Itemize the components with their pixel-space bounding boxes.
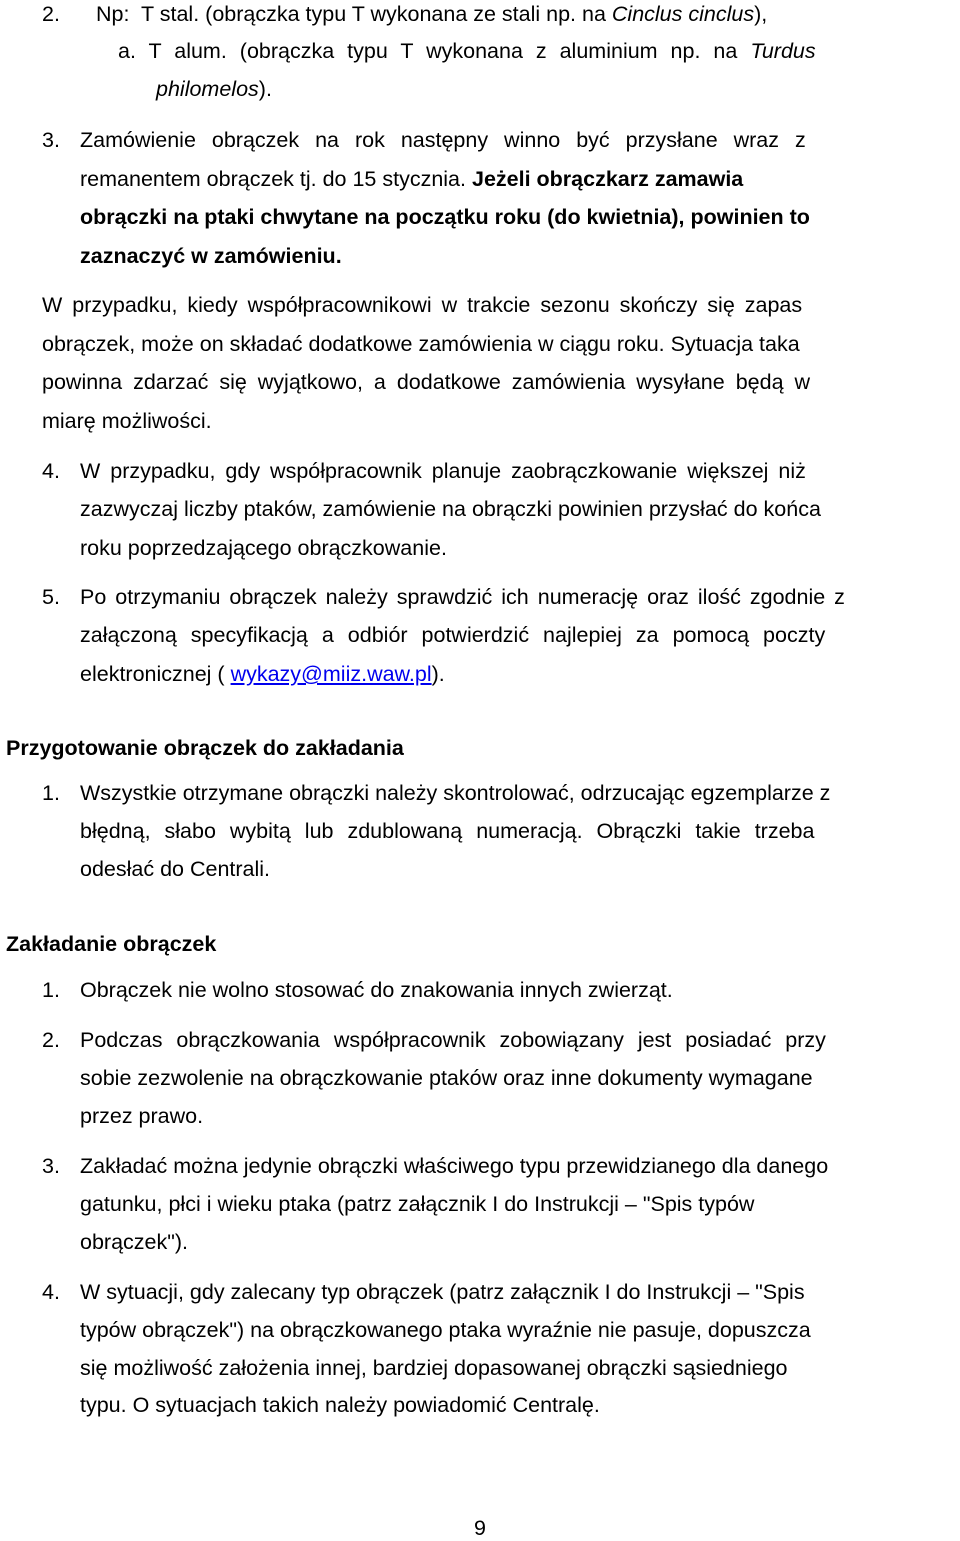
item4-line2: zazwyczaj liczby ptaków, zamówienie na obrączki powinien przysłać do końca — [80, 497, 821, 521]
para-line2: obrączek, może on składać dodatkowe zamówienia w ciągu roku. Sytuacja taka — [42, 332, 800, 356]
item-number: 4. — [42, 1280, 60, 1304]
para-line1: W przypadku, kiedy współpracownikowi w trakcie sezonu skończy się zapas — [42, 293, 803, 317]
item5-line3: elektronicznej ( wykazy@miiz.waw.pl). — [80, 662, 445, 686]
section-heading-preparation: Przygotowanie obrączek do zakładania — [6, 736, 404, 760]
item5-line1: Po otrzymaniu obrączek należy sprawdzić ich numerację oraz ilość zgodnie z — [80, 585, 845, 609]
attach-item4-line1: W sytuacji, gdy zalecany typ obrączek (patrz załącznik I do Instrukcji – "Spis — [80, 1280, 805, 1304]
item-number: 2. — [42, 1028, 60, 1052]
item-number: 2. — [42, 2, 60, 26]
item4-line1: W przypadku, gdy współpracownik planuje zaobrączkowanie większej niż — [80, 459, 806, 483]
item4-line3: roku poprzedzającego obrączkowanie. — [80, 536, 447, 560]
para-line3: powinna zdarzać się wyjątkowo, a dodatkowe zamówienia wysyłane będą w — [42, 370, 811, 394]
item-number: 3. — [42, 1154, 60, 1178]
attach-item3-line3: obrączek"). — [80, 1230, 189, 1254]
item-number: 4. — [42, 459, 60, 483]
item3-line3: obrączki na ptaki chwytane na początku roku (do kwietnia), powinien to — [80, 205, 810, 229]
item-number: 5. — [42, 585, 60, 609]
bold-notice: Jeżeli obrączkarz zamawia — [471, 167, 744, 191]
prep-item1-line2: błędną, słabo wybitą lub zdublowaną numeracją. Obrączki takie trzeba — [80, 819, 815, 843]
prep-item1-line3: odesłać do Centrali. — [80, 857, 271, 881]
prep-item1-line1: Wszystkie otrzymane obrączki należy skontrolować, odrzucając egzemplarze z — [80, 781, 831, 805]
attach-item4-line4: typu. O sytuacjach takich należy powiadomić Centralę. — [80, 1393, 600, 1417]
page-number: 9 — [474, 1516, 486, 1540]
item-number: 3. — [42, 128, 60, 152]
species-name: Cinclus cinclus — [611, 2, 755, 26]
item3-line1: Zamówienie obrączek na rok następny winno być przysłane wraz z — [80, 128, 806, 152]
species-name: Turdus — [750, 39, 816, 63]
item3-line2: remanentem obrączek tj. do 15 stycznia. Jeżeli obrączkarz zamawia — [80, 167, 744, 191]
attach-item2-line3: przez prawo. — [80, 1104, 204, 1128]
item-number: 1. — [42, 781, 60, 805]
attach-item2-line1: Podczas obrączkowania współpracownik zobowiązany jest posiadać przy — [80, 1028, 826, 1052]
item-number: 1. — [42, 978, 60, 1002]
attach-item4-line3: się możliwość założenia innej, bardziej dopasowanej obrączki sąsiedniego — [80, 1356, 788, 1380]
item2-line3: philomelos). — [156, 77, 272, 101]
attach-item2-line2: sobie zezwolenie na obrączkowanie ptaków oraz inne dokumenty wymagane — [80, 1066, 813, 1090]
item2-line2: a. T alum. (obrączka typu T wykonana z aluminium np. na Turdus — [118, 39, 816, 63]
np-label: Np: — [96, 2, 130, 26]
attach-item3-line1: Zakładać można jedynie obrączki właściwego typu przewidzianego dla danego — [80, 1154, 829, 1178]
item5-line2: załączoną specyfikacją a odbiór potwierdzić najlepiej za pomocą poczty — [80, 623, 826, 647]
email-link[interactable]: wykazy@miiz.waw.pl — [230, 662, 432, 686]
attach-item4-line2: typów obrączek") na obrączkowanego ptaka wyraźnie nie pasuje, dopuszcza — [80, 1318, 811, 1342]
para-line4: miarę możliwości. — [42, 409, 212, 433]
section-heading-attaching: Zakładanie obrączek — [6, 932, 217, 956]
item3-line4: zaznaczyć w zamówieniu. — [80, 244, 342, 268]
item2-line1: Np: T stal. (obrączka typu T wykonana ze stali np. na Cinclus cinclus), — [96, 2, 768, 26]
species-name: philomelos — [156, 77, 259, 101]
attach-item3-line2: gatunku, płci i wieku ptaka (patrz załącznik I do Instrukcji – "Spis typów — [80, 1192, 755, 1216]
attach-item1-line1: Obrączek nie wolno stosować do znakowania innych zwierząt. — [80, 978, 673, 1002]
